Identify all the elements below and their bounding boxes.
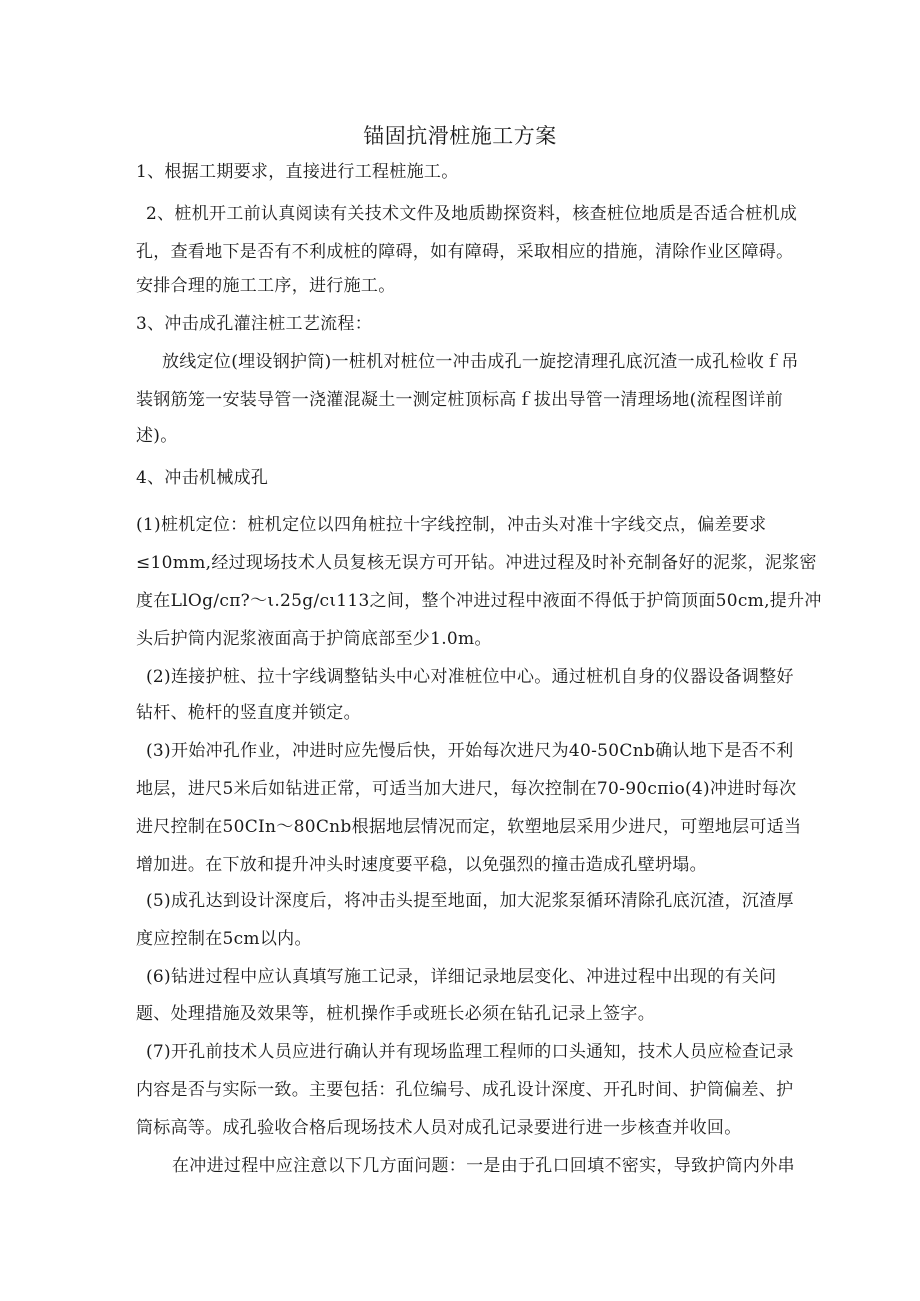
text-line: 内容是否与实际一致。主要包括：孔位编号、成孔设计深度、开孔时间、护筒偏差、护 (136, 1080, 794, 1100)
text-line: 孔，查看地下是否有不利成桩的障碍，如有障碍，采取相应的措施，清除作业区障碍。 (136, 242, 794, 262)
page-title: 锚固抗滑桩施工方案 (363, 124, 557, 148)
text-line: 3、冲击成孔灌注桩工艺流程： (136, 314, 373, 334)
text-line: 放线定位(埋设钢护筒)一桩机对桩位一冲击成孔一旋挖清理孔底沉渣一成孔检收ｆ吊 (162, 352, 799, 372)
text-line: 装钢筋笼一安装导管一浇灌混凝土一测定桩顶标高ｆ拔出导管一清理场地(流程图详前 (136, 390, 784, 410)
text-line: 度在LlOg∕cπ?～ι.25g∕cι113之间，整个冲进过程中液面不得低于护筒顶面50cm,提升冲 (136, 591, 822, 611)
text-line: (1)桩机定位：桩机定位以四角桩拉十字线控制，冲击头对准十字线交点，偏差要求 (136, 515, 767, 535)
text-line: (7)开孔前技术人员应进行确认并有现场监理工程师的口头通知，技术人员应检查记录 (146, 1042, 794, 1062)
text-line: (3)开始冲孔作业，冲进时应先慢后快，开始每次进尺为40-50Cnb确认地下是否不利 (146, 741, 794, 761)
text-line: 在冲进过程中应注意以下几方面问题：一是由于孔口回填不密实，导致护筒内外串 (172, 1156, 795, 1176)
text-line: (2)连接护桩、拉十字线调整钻头中心对准桩位中心。通过桩机自身的仪器设备调整好 (146, 667, 794, 687)
text-line: (6)钻进过程中应认真填写施工记录，详细记录地层变化、冲进过程中出现的有关问 (146, 967, 777, 987)
text-line: 进尺控制在50CIn～80Cnb根据地层情况而定，软塑地层采用少进尺，可塑地层可适当 (136, 817, 802, 837)
text-line: 题、处理措施及效果等，桩机操作手或班长必须在钻孔记录上签字。 (136, 1004, 655, 1024)
text-line: ≤10mm,经过现场技术人员复核无误方可开钻。冲进过程及时补充制备好的泥浆，泥浆密 (136, 553, 817, 573)
text-line: 2、桩机开工前认真阅读有关技术文件及地质勘探资料，核查桩位地质是否适合桩机成 (146, 204, 798, 224)
text-line: 度应控制在5cm以内。 (136, 929, 312, 949)
text-line: 筒标高等。成孔验收合格后现场技术人员对成孔记录要进行进一步核查并收回。 (136, 1118, 742, 1138)
text-line: 安排合理的施工工序，进行施工。 (136, 276, 396, 296)
text-line: 增加进。在下放和提升冲头时速度要平稳，以免强烈的撞击造成孔壁坍塌。 (136, 855, 707, 875)
text-line: 头后护筒内泥浆液面高于护筒底部至少1.0m。 (136, 629, 492, 649)
text-line: 地层，进尺5米后如钻进正常，可适当加大进尺，每次控制在70-90cπio(4)冲进时每次 (136, 779, 797, 799)
text-line: 4、冲击机械成孔 (136, 468, 269, 488)
text-line: 述)。 (136, 426, 178, 446)
text-line: 钻杆、桅杆的竖直度并锁定。 (136, 703, 361, 723)
text-line: 1、根据工期要求，直接进行工程桩施工。 (136, 162, 459, 182)
text-line: (5)成孔达到设计深度后，将冲击头提至地面，加大泥浆泵循环清除孔底沉渣，沉渣厚 (146, 891, 794, 911)
